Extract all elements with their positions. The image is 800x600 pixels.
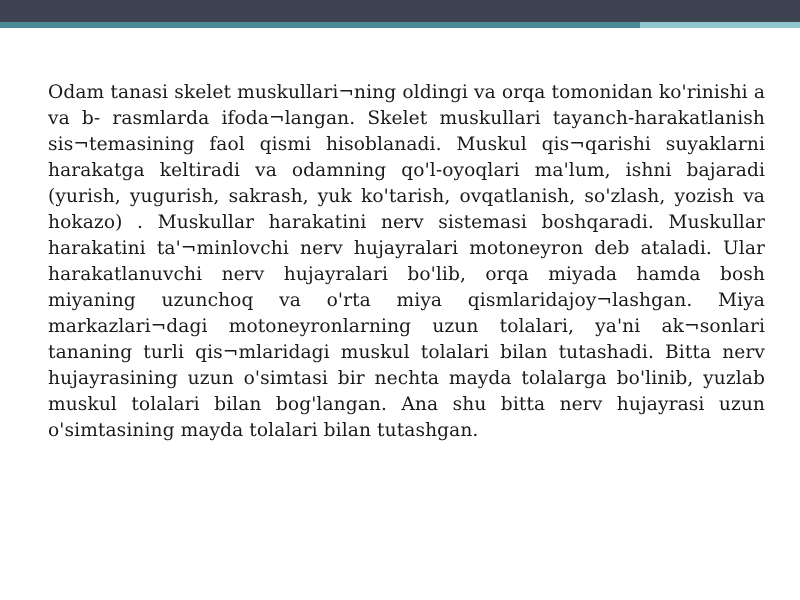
slide-body-text: Odam tanasi skelet muskullari¬ning oldingi va orqa tomonidan ko'rinishi a va b- rasmlarda ifoda¬langan. Skelet muskullari tayanch-harakatlanish sis¬temasining faol qismi hisoblanadi. Muskul qis¬qarishi suyaklarni harakatga keltiradi va odamning qo'l-oyoqlari ma'lum, ishni bajaradi (yurish, yugurish, sakrash, yuk ko'tarish, ovqatlanish, so'zlash, yozish va hokazo) . Muskullar harakatini nerv sistemasi boshqaradi. Muskullar harakatini ta'¬minlovchi nerv hujayralari motoneyron deb ataladi. Ular harakatlanuvchi nerv hujayralari bo'lib, orqa miyada hamda bosh miyaning uzunchoq va o'rta miya qismlaridajoy¬lashgan. Miya markazlari¬dagi motoneyronlarning uzun tolalari, ya'ni ak¬sonlari tananing turli qis¬mlaridagi muskul tolalari bilan tutashadi. Bitta nerv hujayrasining uzun o'simtasi bir nechta mayda tolalarga bo'linib, yuzlab muskul tolalari bilan bog'langan. Ana shu bitta nerv hujayrasi uzun o'simtasining mayda tolalari bilan tutashgan. [48,82,765,441]
header-bar-accent [640,22,800,28]
header-bar-dark [0,0,800,22]
